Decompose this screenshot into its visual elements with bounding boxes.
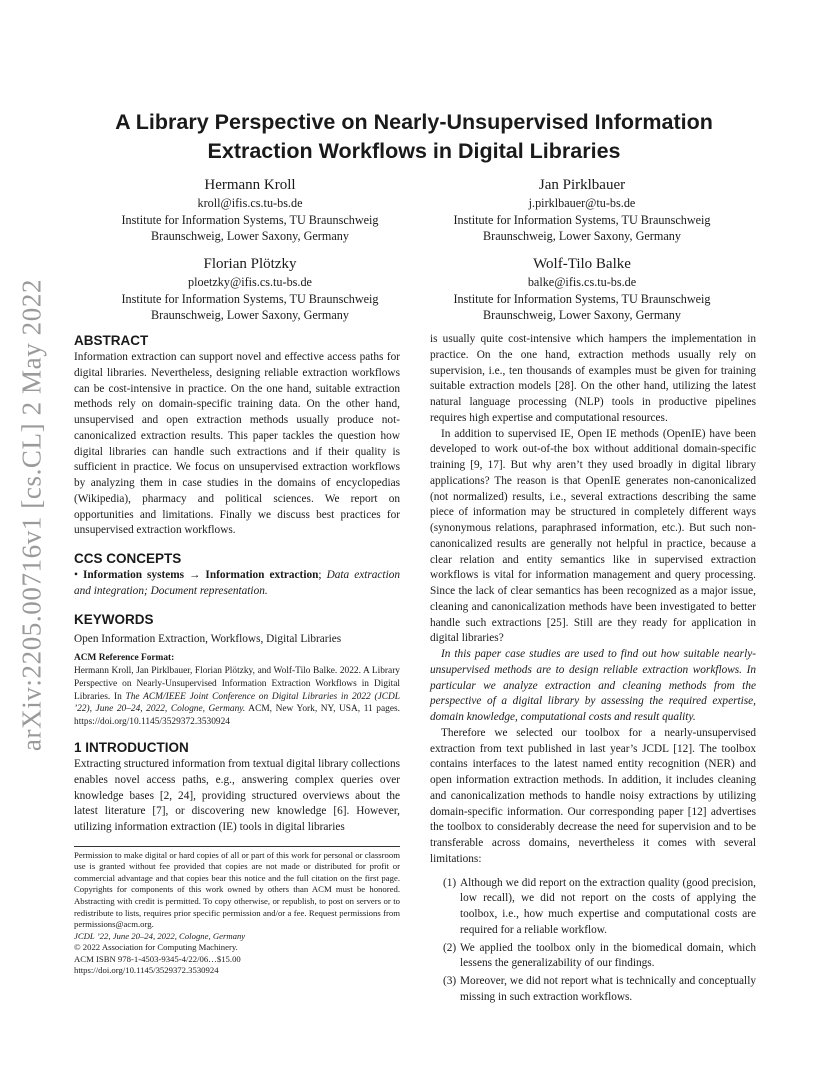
list-item	[430, 876, 756, 939]
list-number: (2)	[443, 941, 457, 954]
list-text: Moreover, we did not report what is technically and conceptually missing in such extraction workflows.	[460, 975, 756, 1003]
list-number: (1)	[443, 876, 457, 889]
keywords-text: Open Information Extraction, Workflows, Digital Libraries	[74, 632, 342, 645]
abstract-text: Information extraction can support novel and effective access paths for digital libraries. Nevertheless, designing reliable extraction workflows can be cost-intensive in practice. On the one hand, suitable extraction methods rely on domain-specific training data. On the other hand, unsupervised and open extraction methods usually produce not-canonicalized extraction results. This paper tackles the question how digital libraries can handle such extractions and if their quality is sufficient in practice. We focus on unsupervised extraction workflows by analyzing them in case studies in the domains of encyclopedias (Wikipedia), pharmacy and political sciences. We report on opportunities and limitations. Finally we discuss best practices for unsupervised extraction workflows.	[74, 351, 400, 537]
body-paragraph-3: In this paper case studies are used to find out how suitable nearly-unsupervised methods are to design reliable extraction workflows. In particular we analyze extraction and cleaning methods from the perspective of a digital library by assessing the required expertise, domain knowledge, computational costs and result quality.	[430, 648, 756, 723]
paper-title: A Library Perspective on Nearly-Unsupervised Information Extraction Workflows in Digital Libraries	[115, 110, 713, 163]
ccs-heading: CCS CONCEPTS	[74, 551, 182, 566]
left-column	[74, 332, 400, 977]
acm-ref-heading: ACM Reference Format:	[74, 653, 175, 664]
keywords-heading: KEYWORDS	[74, 611, 154, 627]
abstract-heading: ABSTRACT	[74, 333, 149, 348]
acm-ref-venue: The ACM/IEEE Joint Conference on Digital Libraries in 2022 (JCDL ’22), June 20–24, 2022, Cologne, Germany.	[74, 691, 401, 715]
author-location: Braunschweig, Lower Saxony, Germany	[151, 308, 349, 323]
doi-line: https://doi.org/10.1145/3529372.3530924	[74, 965, 219, 976]
list-text: We applied the toolbox only in the biomedical domain, which lessens the generalizability of our findings.	[460, 941, 756, 970]
conference-line: JCDL ’22, June 20–24, 2022, Cologne, Germany	[74, 930, 246, 941]
author-location: Braunschweig, Lower Saxony, Germany	[483, 308, 681, 323]
intro-text: Extracting structured information from textual digital library collections enables novel access paths, e.g., answering complex queries over knowledge bases [2, 24], providing structured overviews about the latest literature [7], or discovering new knowledge [6]. However, utilizing information extraction (IE) tools in digital libraries	[74, 758, 400, 834]
acm-ref-text	[74, 665, 400, 729]
footnote-block	[74, 850, 400, 977]
author-name: Florian Plötzky	[203, 256, 297, 272]
list-item	[430, 941, 756, 973]
author-name: Jan Pirklbauer	[538, 177, 626, 193]
author-affiliation: Institute for Information Systems, TU Braunschweig	[121, 291, 379, 306]
isbn-line: ACM ISBN 978-1-4503-9345-4/22/06…$15.00	[74, 953, 241, 964]
ccs-concept: Information systems → Information extraction	[83, 569, 319, 581]
acm-ref-authors-title: Hermann Kroll, Jan Pirklbauer, Florian Plötzky, and Wolf-Tilo Balke. 2022. A Library Perspective on Nearly-Unsupervised Information Extraction Workflows in Digital Libraries. In	[74, 666, 400, 702]
permission-notice: Permission to make digital or hard copies of all or part of this work for personal or classroom use is granted without fee provided that copies are not made or distributed for profit or commercial advantage and that copies bear this notice and the full citation on the first page. Copyrights for components of this work owned by others than ACM must be honored. Abstracting with credit is permitted. To copy otherwise, or republish, to post on servers or to redistribute to lists, requires prior specific permission and/or a fee. Request permissions from permissions@acm.org.	[74, 849, 400, 930]
arxiv-id: arXiv:2205.00716v1 [cs.CL] 2 May 2022	[16, 278, 47, 752]
body-paragraph-4: Therefore we selected our toolbox for a nearly-unsupervised extraction from text published in last year’s JCDL [12]. The toolbox contains interfaces to the latest named entity recognition (NER) and open information extraction methods. In addition, it includes cleaning and canonicalization methods to handle noisy extractions by utilizing domain-specific information. Our corresponding paper [12] advertises the toolbox to considerably decrease the need for supervision and to be transferable across domains, nevertheless it comes with several limitations:	[430, 726, 756, 865]
ccs-text	[74, 568, 400, 600]
author-affiliation: Institute for Information Systems, TU Braunschweig	[453, 291, 711, 306]
author-block-2	[402, 175, 762, 245]
list-text: Although we did report on the extraction quality (good precision, low recall), we did not report on the costs of applying the toolbox, i.e., how much expertise and computational costs are required for a reliable workflow.	[460, 876, 756, 936]
author-location: Braunschweig, Lower Saxony, Germany	[151, 229, 349, 244]
acm-ref-publisher: ACM, New York, NY, USA, 11 pages. https://doi.org/10.1145/3529372.3530924	[74, 704, 400, 728]
author-affiliation: Institute for Information Systems, TU Braunschweig	[121, 212, 379, 227]
author-email: j.pirklbauer@tu-bs.de	[528, 196, 636, 210]
author-email: ploetzky@ifis.cs.tu-bs.de	[188, 275, 312, 289]
author-block-3	[70, 254, 430, 324]
author-name: Wolf-Tilo Balke	[533, 256, 631, 272]
ccs-separator: ;	[318, 569, 327, 581]
author-location: Braunschweig, Lower Saxony, Germany	[483, 229, 681, 244]
right-column	[430, 332, 756, 1008]
author-block-1	[70, 175, 430, 245]
author-affiliation: Institute for Information Systems, TU Braunschweig	[453, 212, 711, 227]
body-paragraph-2: In addition to supervised IE, Open IE methods (OpenIE) have been developed to work out-of-the box without additional domain-specific training [9, 17]. But why aren’t they used broadly in digital library applications? The reason is that OpenIE generates non-canonicalized (not normalized) results, i.e., several extractions describing the same piece of information may be structured in completely different ways (synonymous relations, paraphrased information, etc.). But such non-canonicalized results are generally not helpful in practice, because a clear relation and entity semantics like in supervised extraction workflows is vital for information management and query processing. Since the lack of clear semantics has been recognized as a major issue, cleaning and canonicalization methods have been investigated to better handle such extractions [25]. Still are they ready for application in digital libraries?	[430, 427, 756, 645]
list-item	[430, 974, 756, 1006]
limitations-list	[430, 876, 756, 1006]
ccs-bullet: •	[74, 569, 83, 581]
author-block-4	[402, 254, 762, 324]
list-number: (3)	[443, 975, 457, 987]
body-paragraph-1: is usually quite cost-intensive which hampers the implementation in practice. On the one hand, extraction methods usually rely on supervision, i.e., ten thousands of examples must be given for training suitable extraction models [28]. On the other hand, utilizing the latest natural language processing (NLP) tools in productive pipelines requires high expertise and computational resources.	[430, 333, 756, 424]
acm-reference	[74, 652, 400, 729]
author-email: balke@ifis.cs.tu-bs.de	[527, 275, 637, 289]
arxiv-sidebar-stamp	[12, 278, 52, 752]
author-name: Hermann Kroll	[204, 177, 296, 193]
author-email: kroll@ifis.cs.tu-bs.de	[197, 196, 303, 210]
footnote-rule	[74, 846, 400, 847]
intro-heading: 1 INTRODUCTION	[74, 740, 189, 756]
ccs-subconcepts: Data extraction and integration; Document representation.	[74, 569, 401, 597]
copyright-line: © 2022 Association for Computing Machinery.	[74, 942, 238, 953]
